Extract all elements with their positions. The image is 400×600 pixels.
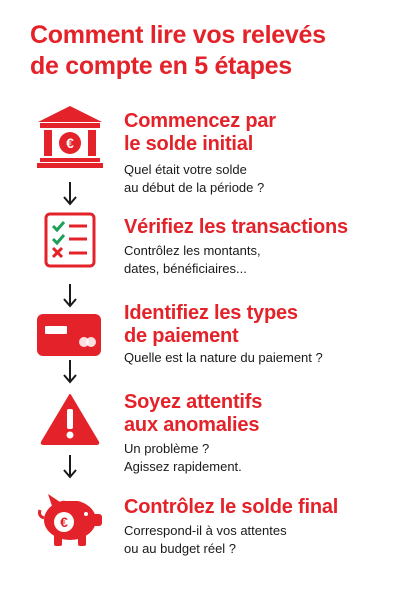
step-3-heading: Identifiez les types de paiement: [124, 302, 298, 347]
step-5-heading: Contrôlez le solde final: [124, 496, 339, 518]
piggy-bank-euro-icon: [34, 488, 106, 548]
credit-card-icon: [37, 314, 101, 356]
down-arrow-icon: [60, 359, 80, 385]
page-title: Comment lire vos relevés de compte en 5 étapes: [30, 21, 326, 80]
step-2-description: Contrôlez les montants, dates, bénéficiaires...: [124, 243, 261, 276]
svg-text:€: €: [66, 135, 74, 151]
warning-icon: [40, 393, 100, 445]
step-1-heading: Commencez par le solde initial: [124, 110, 276, 155]
down-arrow-icon: [60, 283, 80, 309]
step-4-heading: Soyez attentifs aux anomalies: [124, 391, 263, 436]
down-arrow-icon: [60, 454, 80, 480]
checklist-icon: [44, 212, 96, 268]
step-2-heading: Vérifiez les transactions: [124, 216, 348, 238]
step-4-description: Un problème ? Agissez rapidement.: [124, 441, 242, 474]
step-5-description: Correspond-il à vos attentes ou au budget réel ?: [124, 523, 287, 556]
step-1-description: Quel était votre solde au début de la période ?: [124, 162, 265, 195]
down-arrow-icon: [60, 181, 80, 207]
bank-euro-icon: [36, 104, 104, 168]
step-3-description: Quelle est la nature du paiement ?: [124, 350, 323, 365]
svg-text:€: €: [60, 514, 68, 530]
